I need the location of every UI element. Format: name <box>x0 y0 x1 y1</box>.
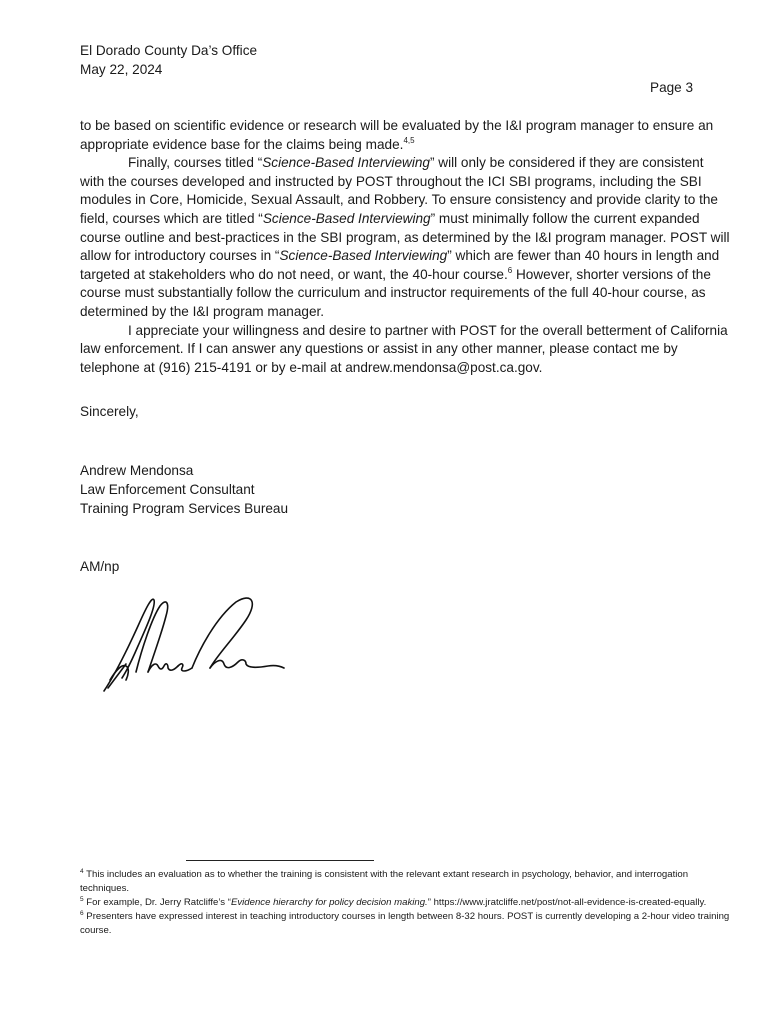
footnote-ref-6[interactable]: 6 <box>507 265 513 275</box>
paragraph-2 <box>80 154 730 321</box>
recipient-line: El Dorado County Da’s Office <box>80 43 258 58</box>
footnote-number: 4 <box>80 868 84 875</box>
p2-text-a: Finally, courses titled “ <box>128 155 263 171</box>
date-line: May 22, 2024 <box>80 62 163 77</box>
handwritten-signature-icon <box>96 588 286 703</box>
p2-text-b: ” will only be considered if they are consistent with the courses developed and instructed by POST throughout the ICI SBI programs, including the SBI modules in Core, Homicide, Sexual Assault, and Robbery. To ensure consistency and provide clarity to the field, courses which are titled “ <box>80 155 718 226</box>
footnote-6 <box>80 910 732 938</box>
footnote-link-text[interactable]: ” https://www.jratcliffe.net/post/not-all-evidence-is-created-equally. <box>427 897 707 908</box>
footnote-text: For example, Dr. Jerry Ratcliffe’s “ <box>86 897 231 908</box>
course-title-italic: Science-Based Interviewing <box>262 155 430 171</box>
footnote-4 <box>80 868 732 896</box>
cited-title-italic: Evidence hierarchy for policy decision making. <box>230 897 428 908</box>
signer-name: Andrew Mendonsa <box>80 463 194 478</box>
footnote-separator <box>186 860 374 861</box>
salutation: Sincerely, <box>80 404 139 419</box>
course-title-italic: Science-Based Interviewing <box>279 248 448 264</box>
typist-initials: AM/np <box>80 559 120 574</box>
p2-text-d: ” which are fewer than 40 hours in length and targeted at stakeholders who do not need, or want, the 40-hour course. <box>80 248 720 282</box>
footnote-text: This includes an evaluation as to whether the training is consistent with the relevant extant research in psychology, behavior, and interrogation techniques. <box>80 869 689 894</box>
page-number: Page 3 <box>650 80 694 95</box>
p2-text-c: ” must minimally follow the current expanded course outline and best-practices in the SBI program, as determined by the I&I program manager. POST will allow for introductory courses in “ <box>80 210 730 264</box>
course-title-italic: Science-Based Interviewing <box>262 210 431 226</box>
footnote-number: 5 <box>80 896 84 903</box>
footnote-5 <box>80 896 732 910</box>
paragraph-1-text: to be based on scientific evidence or research will be evaluated by the I&I program manager to ensure an appropriate evidence base for the claims being made. <box>80 118 714 152</box>
footnotes <box>80 868 732 938</box>
signer-bureau: Training Program Services Bureau <box>80 501 289 516</box>
letter-body <box>80 117 730 377</box>
signer-title: Law Enforcement Consultant <box>80 482 255 497</box>
paragraph-3: I appreciate your willingness and desire to partner with POST for the overall betterment of California law enforcement. If I can answer any questions or assist in any other manner, please contact me by telephone at (916) 215-4191 or by e-mail at andrew.mendonsa@post.ca.gov. <box>80 322 728 375</box>
p2-text-e: However, shorter versions of the course must substantially follow the curriculum and instructor requirements of the full 40-hour course, as determined by the I&I program manager. <box>80 266 711 319</box>
footnote-ref-4-5[interactable]: 4,5 <box>403 135 415 145</box>
footnote-number: 6 <box>80 910 84 917</box>
footnote-text: Presenters have expressed interest in teaching introductory courses in length between 8-32 hours. POST is currently developing a 2-hour video training course. <box>80 911 730 936</box>
paragraph-1 <box>80 117 730 154</box>
